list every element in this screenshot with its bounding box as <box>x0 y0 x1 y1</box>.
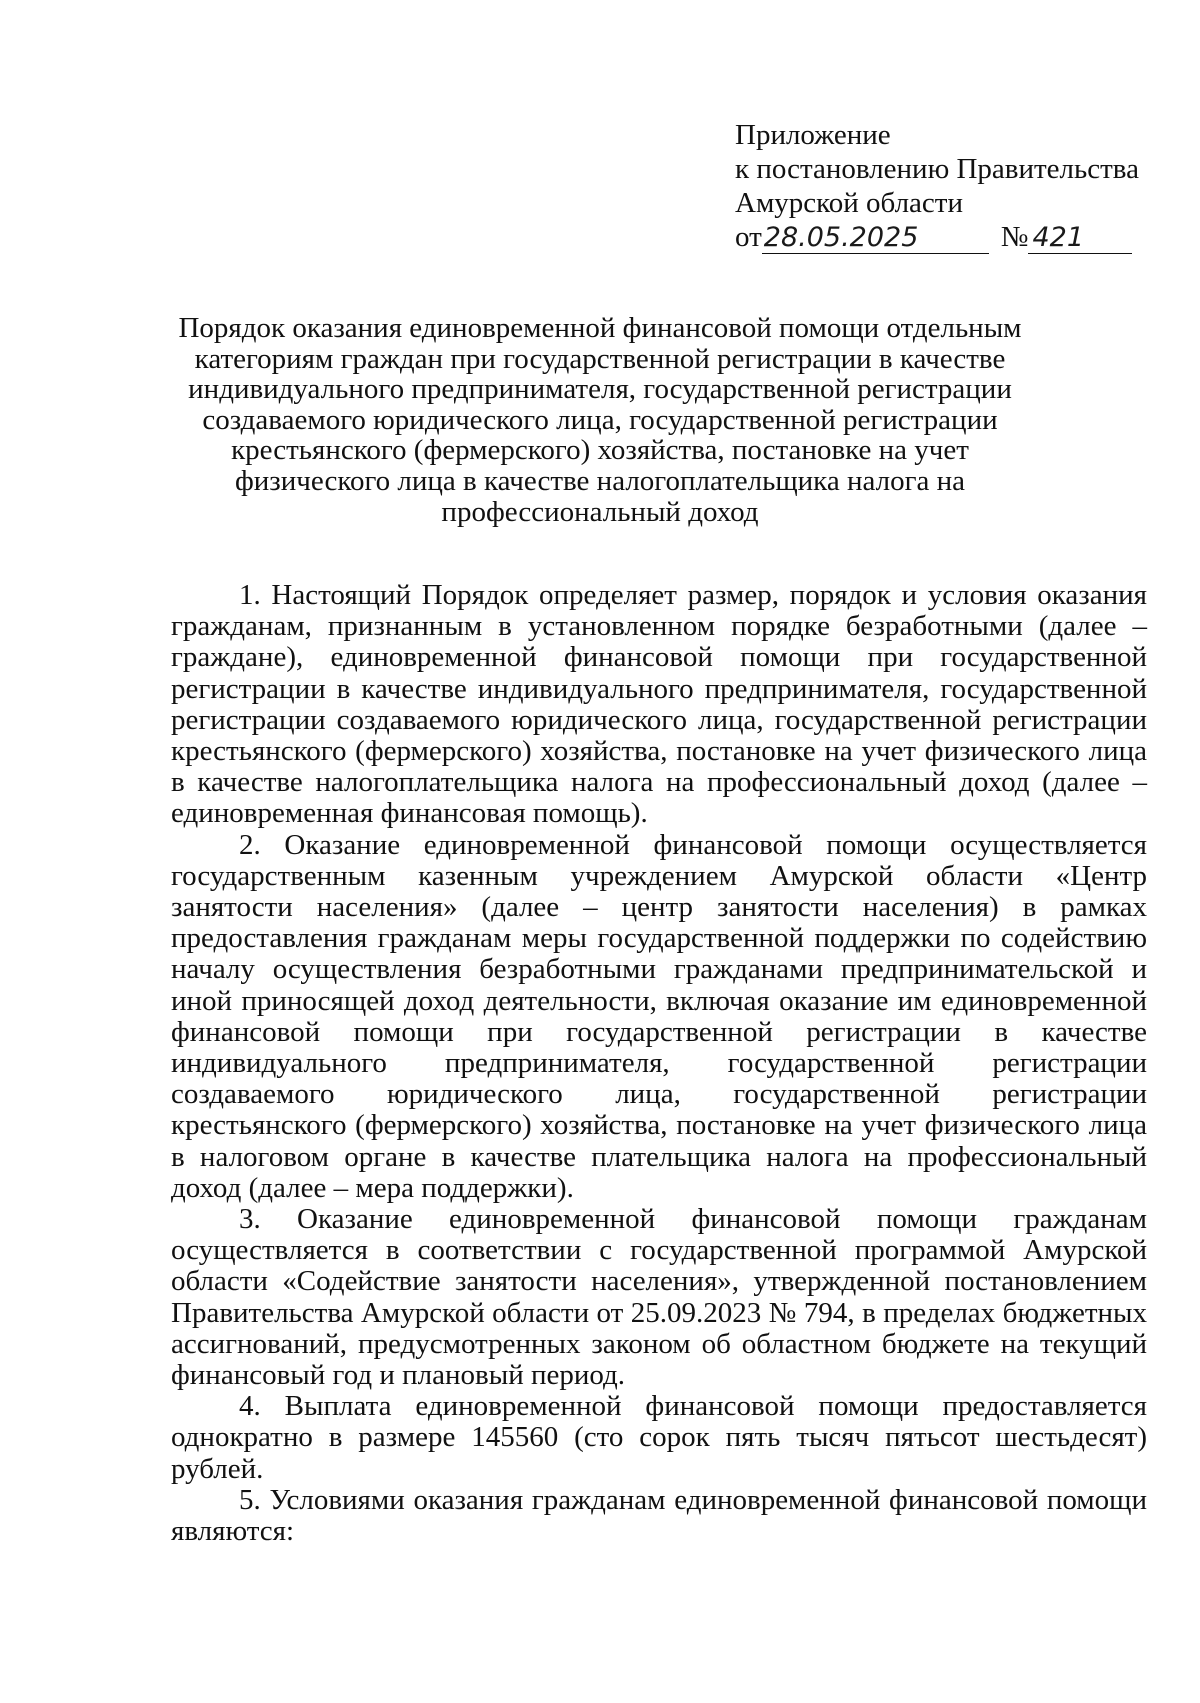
appendix-block <box>735 118 1155 254</box>
handwritten-number: 421 <box>1028 223 1132 254</box>
handwritten-date: 28.05.2025 <box>762 223 989 254</box>
document-body <box>171 580 1147 1547</box>
paragraph-2: 2. Оказание единовременной финансовой помощи осуществляется государственным казенным учреждением Амурской области «Центр занятости населения» (далее – центр занятости населения) в рамках предоставления гражданам меры государственной поддержки по содействию началу осуществления безработными гражданами предпринимательской и иной приносящей доход деятельности, включая оказание им единовременной финансовой помощи при государственной регистрации в качестве индивидуального предпринимателя, государственной регистрации создаваемого юридического лица, государственной регистрации крестьянского (фермерского) хозяйства, постановке на учет физического лица в налоговом органе в качестве плательщика налога на профессиональный доход (далее – мера поддержки). <box>171 828 1147 1204</box>
document-title: Порядок оказания единовременной финансовой помощи отдельным категориям граждан при государственной регистрации в качестве индивидуального предпринимателя, государственной регистрации создаваемого юридического лица, государственной регистрации крестьянского (фермерского) хозяйства, постановке на учет физического лица в качестве налогоплательщика налога на профессиональный доход <box>178 312 1022 528</box>
paragraph-1: 1. Настоящий Порядок определяет размер, порядок и условия оказания гражданам, признанным в установленном порядке безработными (далее – граждане), единовременной финансовой помощи при государственной регистрации в качестве индивидуального предпринимателя, государственной регистрации создаваемого юридического лица, государственной регистрации крестьянского (фермерского) хозяйства, постановке на учет физического лица в качестве налогоплательщика налога на профессиональный доход (далее – единовременная финансовая помощь). <box>171 579 1147 830</box>
paragraph-3: 3. Оказание единовременной финансовой помощи гражданам осуществляется в соответствии с государственной программой Амурской области «Содействие занятости населения», утвержденной постановлением Правительства Амурской области от 25.09.2023 № 794, в пределах бюджетных ассигнований, предусмотренных законом об областном бюджете на текущий финансовый год и плановый период. <box>171 1203 1147 1392</box>
date-prefix: от <box>735 221 762 253</box>
appendix-heading: Приложение <box>735 119 891 151</box>
paragraph-4: 4. Выплата единовременной финансовой помощи предоставляется однократно в размере 145560 (сто сорок пять тысяч пятьсот шестьдесят) рублей. <box>171 1390 1147 1485</box>
number-prefix: № <box>1000 221 1029 253</box>
appendix-region: Амурской области <box>735 187 963 219</box>
paragraph-5: 5. Условиями оказания гражданам единовременной финансовой помощи являются: <box>171 1483 1147 1548</box>
appendix-reference: к постановлению Правительства <box>735 153 1139 185</box>
appendix-date-number-line <box>735 220 1155 254</box>
